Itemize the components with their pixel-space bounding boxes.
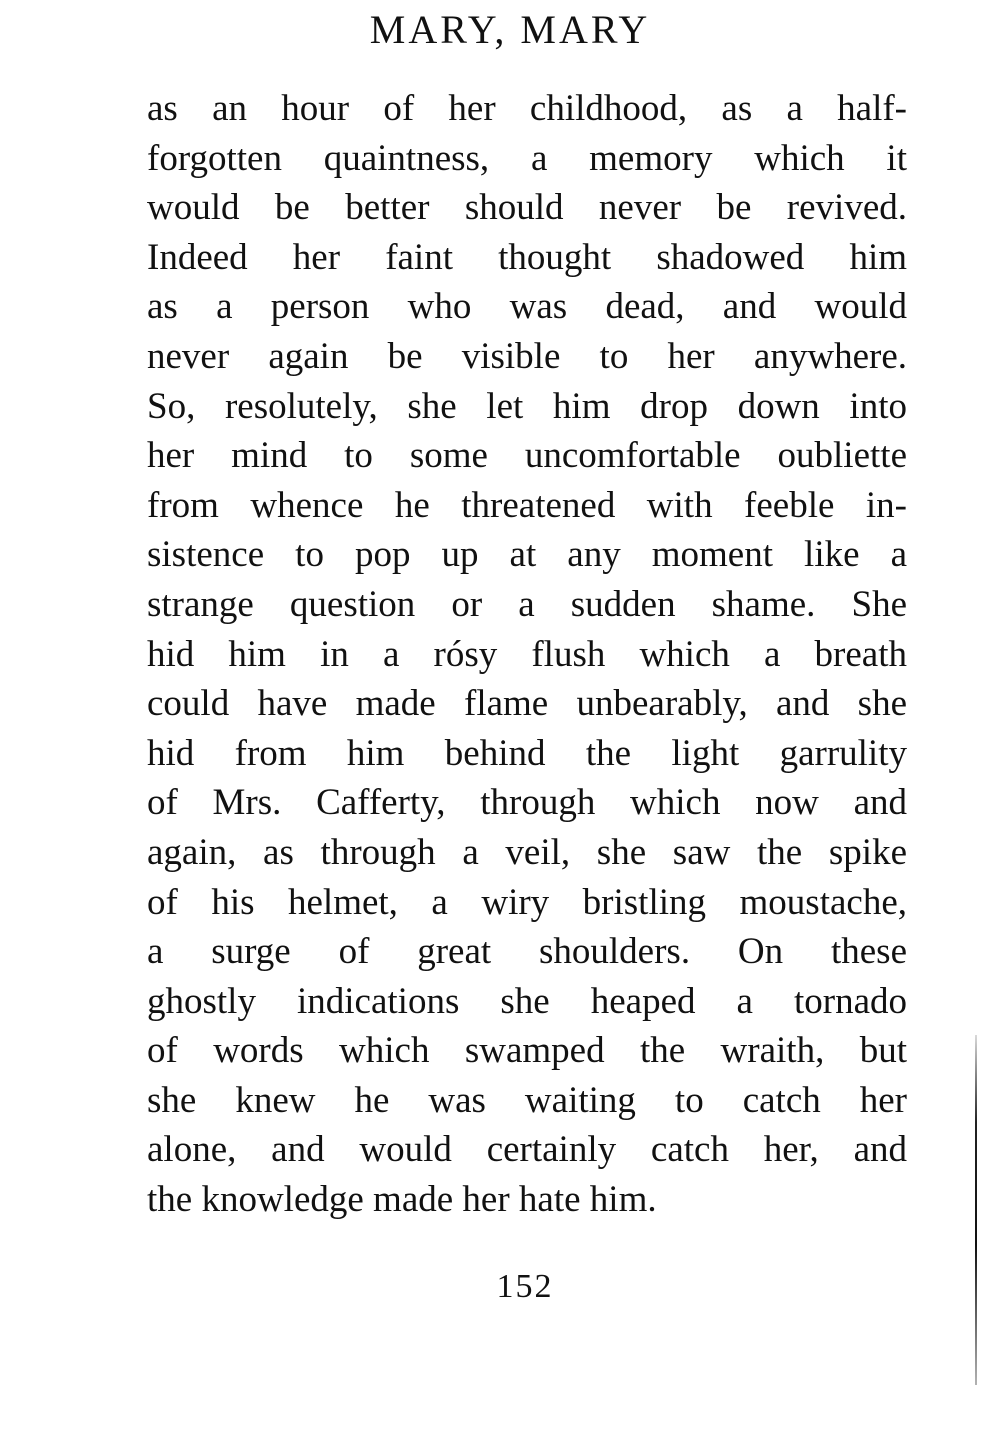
text-line: hid from him behind the light garrulity	[147, 732, 907, 774]
text-line: a surge of great shoulders. On these	[147, 931, 907, 973]
text-line: again, as through a veil, she saw the spike	[147, 831, 907, 873]
text-line: sistence to pop up at any moment like a	[147, 534, 907, 576]
text-line: of Mrs. Cafferty, through which now and	[147, 782, 907, 824]
text-line: never again be visible to her anywhere.	[147, 335, 907, 377]
text-line: forgotten quaintness, a memory which it	[147, 137, 907, 179]
text-line: hid him in a rósy flush which a breath	[147, 633, 907, 675]
text-line: as a person who was dead, and would	[147, 286, 907, 328]
page-number: 152	[496, 1268, 554, 1305]
text-line: as an hour of her childhood, as a half-	[147, 88, 907, 129]
text-line: of his helmet, a wiry bristling moustache,	[147, 881, 907, 923]
text-line: ghostly indications she heaped a tornado	[147, 980, 907, 1022]
text-line: alone, and would certainly catch her, and	[147, 1129, 907, 1171]
text-line-final: the knowledge made her hate him.	[147, 1179, 657, 1221]
text-line: from whence he threatened with feeble in-	[147, 484, 907, 526]
running-head: MARY, MARY	[369, 7, 651, 52]
text-line: she knew he was waiting to catch her	[147, 1079, 907, 1121]
text-line: strange question or a sudden shame. She	[147, 583, 907, 625]
text-line: would be better should never be revived.	[147, 187, 907, 229]
text-line: So, resolutely, she let him drop down into	[147, 385, 907, 427]
body-text	[147, 84, 907, 1225]
scan-edge-mark	[975, 1035, 977, 1385]
text-line: of words which swamped the wraith, but	[147, 1030, 907, 1072]
text-line: could have made flame unbearably, and she	[147, 683, 907, 725]
text-line: Indeed her faint thought shadowed him	[147, 236, 907, 278]
text-line: her mind to some uncomfortable oubliette	[147, 435, 907, 477]
